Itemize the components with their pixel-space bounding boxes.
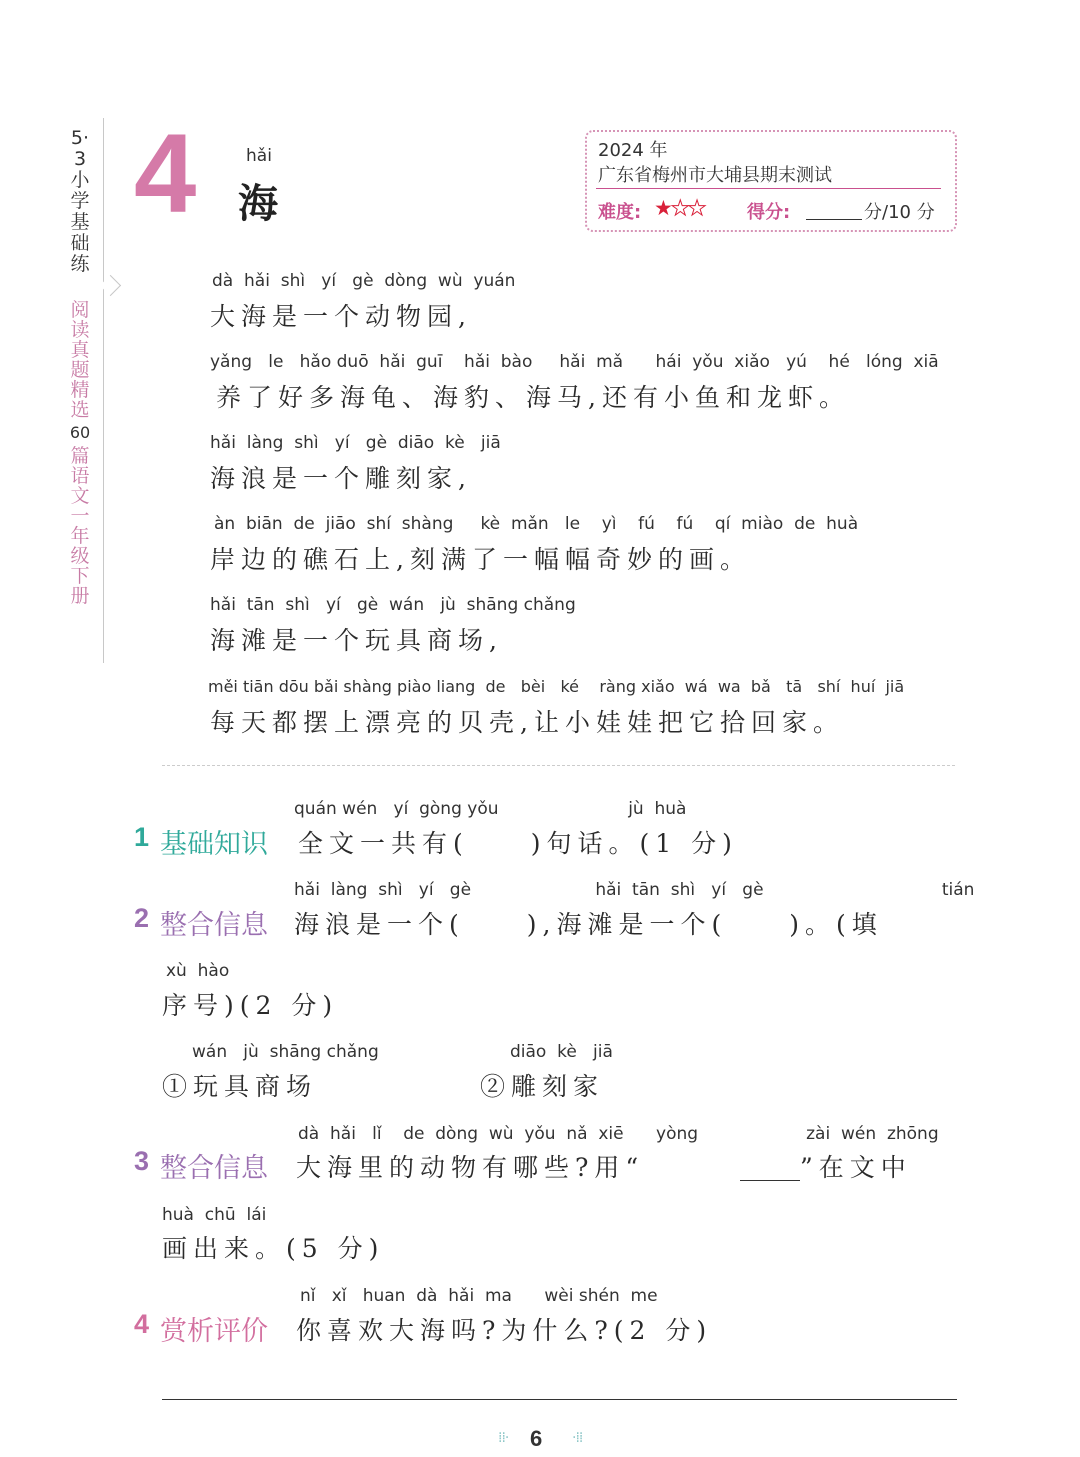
- question-number: 1: [134, 822, 150, 852]
- answer-blank[interactable]: [740, 1180, 800, 1181]
- question-number: 4: [134, 1309, 150, 1339]
- passage-line-6: 每天都摆上漂亮的贝壳,让小娃娃把它拾回家。: [210, 708, 844, 737]
- passage-pinyin-2: yǎng le hǎo duō hǎi guī hǎi bào hǎi mǎ hái yǒu xiǎo yú hé lóng xiā: [210, 352, 939, 372]
- sidebar-series-top: 阅读真题精选: [70, 299, 90, 421]
- question-category: 整合信息: [160, 910, 268, 941]
- passage-pinyin-4: àn biān de jiāo shí shàng kè mǎn le yì fú fú qí miào de huà: [214, 514, 859, 534]
- question-text-cont: 序号)(2 分): [162, 991, 339, 1020]
- exam-source: 广东省梅州市大埔县期末测试: [598, 165, 832, 186]
- lesson-number: 4: [134, 111, 197, 236]
- question-text-cont: 画出来。(5 分): [162, 1234, 385, 1263]
- question-category: 整合信息: [160, 1153, 268, 1184]
- passage-pinyin-1: dà hǎi shì yí gè dòng wù yuán: [212, 271, 516, 291]
- passage-pinyin-5: hǎi tān shì yí gè wán jù shāng chǎng: [210, 595, 576, 615]
- question-text: 全文一共有( )句话。(1 分): [298, 829, 738, 858]
- passage-line-2: 养了好多海龟、海豹、海马,还有小鱼和龙虾。: [216, 383, 850, 412]
- page-dots-left-icon: ⁞⁞·: [498, 1430, 509, 1446]
- option-pinyin-2: diāo kè jiā: [510, 1042, 613, 1062]
- question-pinyin: nǐ xǐ huan dà hǎi ma wèi shén me: [300, 1286, 658, 1306]
- score-label: 得分:: [747, 202, 791, 223]
- option-pinyin-1: wán jù shāng chǎng: [192, 1042, 379, 1062]
- star-empty-icon: ★: [687, 196, 705, 220]
- question-text-a: 大海里的动物有哪些?用“: [296, 1153, 645, 1182]
- score-total: 分/10 分: [864, 202, 935, 223]
- question-pinyin: dà hǎi lǐ de dòng wù yǒu nǎ xiē yòng zài wén zhōng: [298, 1124, 939, 1144]
- question-pinyin-cont: huà chū lái: [162, 1205, 267, 1225]
- option-2[interactable]: ②雕刻家: [480, 1072, 605, 1101]
- question-category: 基础知识: [160, 829, 268, 860]
- score-blank[interactable]: [806, 219, 862, 220]
- question-text-b: ”在文中: [800, 1153, 912, 1182]
- question-number: 3: [134, 1146, 150, 1176]
- page-number: 6: [530, 1426, 543, 1451]
- page-dots-right-icon: ·⁞⁞: [572, 1430, 583, 1446]
- lesson-title: 海: [238, 181, 278, 227]
- exam-info-separator: [596, 188, 941, 189]
- question-text: 你喜欢大海吗?为什么?(2 分): [296, 1316, 713, 1345]
- passage-line-4: 岸边的礁石上,刻满了一幅幅奇妙的画。: [210, 545, 751, 574]
- passage-pinyin-6: měi tiān dōu bǎi shàng piào liang de bèi ké ràng xiǎo wá wa bǎ tā shí huí jiā: [208, 677, 905, 696]
- question-text: 海浪是一个( ),海滩是一个( )。(填: [294, 910, 883, 939]
- sidebar-brand: 5·3小学基础练: [70, 127, 90, 275]
- passage-pinyin-3: hǎi làng shì yí gè diāo kè jiā: [210, 433, 501, 453]
- difficulty-label: 难度:: [598, 202, 642, 223]
- sidebar-divider: [103, 118, 104, 663]
- sidebar-series: [68, 300, 92, 606]
- sidebar-series-bottom: 篇 语文 一年级下册: [70, 445, 90, 607]
- star-empty-icon: ★: [670, 196, 688, 220]
- passage-line-3: 海浪是一个雕刻家,: [210, 464, 472, 493]
- question-pinyin: quán wén yí gòng yǒu jù huà: [294, 799, 687, 819]
- section-divider: [162, 765, 955, 766]
- question-number: 2: [134, 903, 150, 933]
- passage-line-5: 海滩是一个玩具商场,: [210, 626, 503, 655]
- option-1[interactable]: ①玩具商场: [162, 1072, 318, 1101]
- passage-line-1: 大海是一个动物园,: [210, 302, 472, 331]
- question-pinyin: hǎi làng shì yí gè hǎi tān shì yí gè tián: [294, 880, 975, 900]
- lesson-title-pinyin: hǎi: [246, 146, 272, 166]
- footer-rule: [162, 1399, 957, 1400]
- question-pinyin-cont: xù hào: [166, 961, 230, 981]
- exam-year: 2024 年: [598, 140, 668, 161]
- star-filled-icon: ★: [654, 196, 671, 220]
- difficulty-stars: [654, 196, 704, 220]
- sidebar-series-num: 60: [69, 423, 91, 442]
- question-category: 赏析评价: [160, 1316, 268, 1347]
